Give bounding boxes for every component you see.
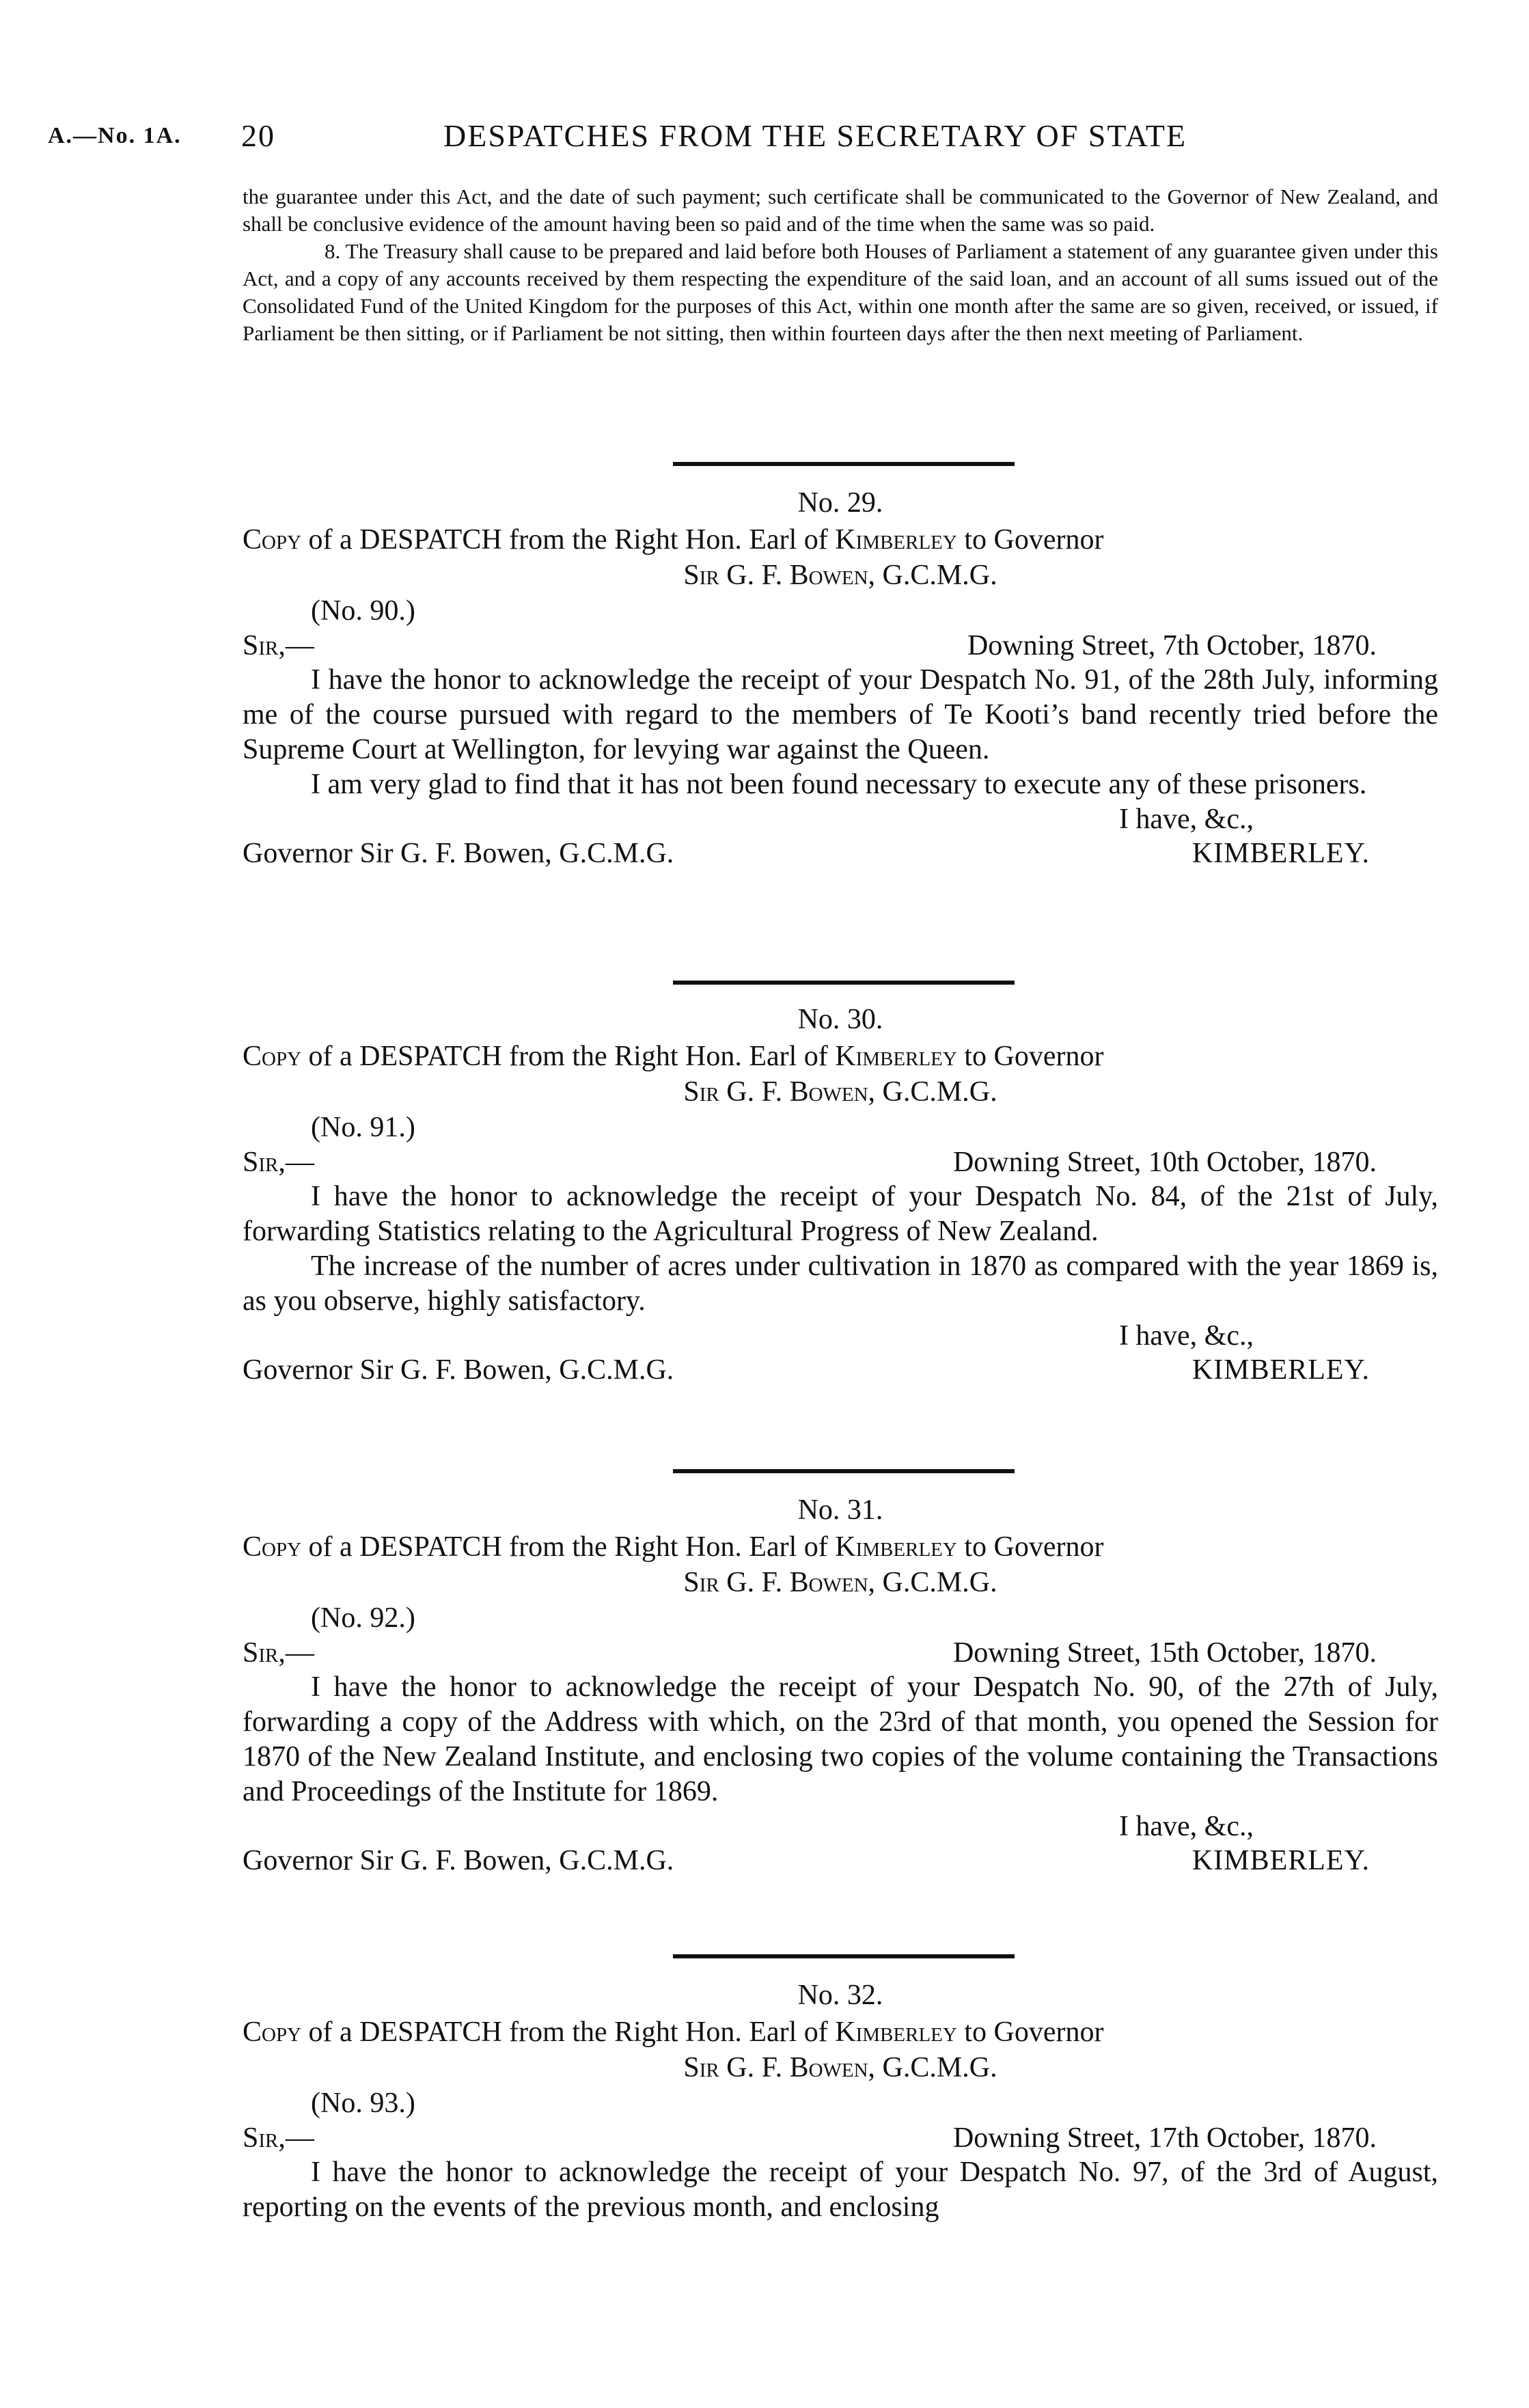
salutation-line: [243, 1145, 1438, 1179]
despatch-heading: Copy of a DESPATCH from the Right Hon. Earl of Kimberley to Governor: [243, 2016, 1104, 2048]
salutation: Sir,—: [243, 630, 314, 661]
salutation-line: [243, 629, 1438, 663]
despatch-addressee: Sir G. F. Bowen, G.C.M.G.: [683, 560, 997, 591]
salutation-line: [243, 2121, 1438, 2155]
salutation: Sir,—: [243, 1147, 314, 1178]
despatch-31: [243, 1491, 1438, 1878]
despatch-ref: (No. 93.): [311, 2088, 415, 2119]
signature-line: [243, 1353, 1438, 1387]
body-paragraph: I am very glad to find that it has not been found necessary to execute any of these prisoners.: [311, 769, 1367, 800]
page-header: [48, 118, 1442, 159]
despatch-number: No. 32.: [797, 1980, 883, 2011]
salutation-line: [243, 1636, 1438, 1670]
despatch-number: No. 30.: [797, 1004, 883, 1035]
despatch-number: No. 31.: [797, 1494, 883, 1526]
despatch-heading: Copy of a DESPATCH from the Right Hon. Earl of Kimberley to Governor: [243, 524, 1104, 556]
act-excerpt: [243, 183, 1438, 347]
despatch-32: [243, 1976, 1438, 2225]
body-paragraph: The increase of the number of acres under cultivation in 1870 as compared with the year 1869 is, as you observe, highly satisfactory.: [243, 1250, 1438, 1317]
body-paragraph: I have the honor to acknowledge the receipt of your Despatch No. 91, of the 28th July, informing me of the course pursued with regard to the members of Te Kooti’s band recently tried before the Supreme Court at Wellington, for levying war against the Queen.: [243, 664, 1438, 765]
running-title: DESPATCHES FROM THE SECRETARY OF STATE: [443, 118, 1187, 153]
salutation: Sir,—: [243, 1637, 314, 1669]
signature: KIMBERLEY.: [1191, 1354, 1370, 1386]
despatch-heading: Copy of a DESPATCH from the Right Hon. Earl of Kimberley to Governor: [243, 1531, 1104, 1563]
section-divider: [673, 981, 1015, 985]
despatch-body: [243, 2155, 1438, 2225]
section-divider: [673, 462, 1015, 466]
signature-line: [243, 836, 1438, 871]
despatch-addressee: Sir G. F. Bowen, G.C.M.G.: [683, 1076, 997, 1108]
act-paragraph: the guarantee under this Act, and the date of such payment; such certificate shall be communicated to the Governor of New Zealand, and shall be conclusive evidence of the amount having been so paid and of the time when the same was so paid.: [243, 184, 1438, 236]
body-paragraph: I have the honor to acknowledge the receipt of your Despatch No. 90, of the 27th of July, forwarding a copy of the Address with which, on the 23rd of that month, you opened the Session for 1870 of the New Zealand Institute, and enclosing two copies of the volume containing the Transactions and Proceedings of the Institute for 1869.: [243, 1671, 1438, 1807]
place-date: Downing Street, 15th October, 1870.: [952, 1637, 1377, 1669]
place-date: Downing Street, 10th October, 1870.: [952, 1147, 1377, 1178]
closing: I have, &c.,: [1118, 804, 1254, 835]
despatch-addressee: Sir G. F. Bowen, G.C.M.G.: [683, 1567, 997, 1598]
body-paragraph: I have the honor to acknowledge the receipt of your Despatch No. 97, of the 3rd of August, reporting on the events of the previous month, and enclosing: [243, 2157, 1438, 2223]
despatch-body: [243, 1670, 1438, 1809]
despatch-ref: (No. 90.): [311, 595, 415, 627]
page-number: 20: [241, 118, 275, 153]
signature: KIMBERLEY.: [1191, 1845, 1370, 1876]
body-paragraph: I have the honor to acknowledge the receipt of your Despatch No. 84, of the 21st of July, forwarding Statistics relating to the Agricultural Progress of New Zealand.: [243, 1181, 1438, 1247]
place-date: Downing Street, 17th October, 1870.: [952, 2122, 1377, 2154]
place-date: Downing Street, 7th October, 1870.: [967, 630, 1377, 661]
despatch-body: [243, 663, 1438, 802]
document-reference: A.—No. 1A.: [48, 123, 182, 148]
despatch-ref: (No. 91.): [311, 1112, 415, 1143]
despatch-number: No. 29.: [797, 487, 883, 519]
despatch-ref: (No. 92.): [311, 1602, 415, 1634]
recipient: Governor Sir G. F. Bowen, G.C.M.G.: [243, 838, 674, 869]
despatch-heading: Copy of a DESPATCH from the Right Hon. Earl of Kimberley to Governor: [243, 1041, 1104, 1072]
closing: I have, &c.,: [1118, 1811, 1254, 1842]
recipient: Governor Sir G. F. Bowen, G.C.M.G.: [243, 1845, 674, 1876]
closing: I have, &c.,: [1118, 1320, 1254, 1352]
despatch-30: [243, 1000, 1438, 1387]
despatch-29: [243, 484, 1438, 871]
section-divider: [673, 1954, 1015, 1958]
recipient: Governor Sir G. F. Bowen, G.C.M.G.: [243, 1354, 674, 1386]
act-paragraph: 8. The Treasury shall cause to be prepared and laid before both Houses of Parliament a statement of any guarantee given under this Act, and a copy of any accounts received by them respecting the expenditure of the said loan, and an account of all sums issued out of the Consolidated Fund of the United Kingdom for the purposes of this Act, within one month after the same are so given, received, or issued, if Parliament be then sitting, or if Parliament be not sitting, then within fourteen days after the then next meeting of Parliament.: [243, 239, 1438, 345]
signature: KIMBERLEY.: [1191, 838, 1370, 869]
despatch-addressee: Sir G. F. Bowen, G.C.M.G.: [683, 2052, 997, 2083]
section-divider: [673, 1469, 1015, 1473]
despatch-body: [243, 1179, 1438, 1319]
salutation: Sir,—: [243, 2122, 314, 2154]
signature-line: [243, 1844, 1438, 1878]
